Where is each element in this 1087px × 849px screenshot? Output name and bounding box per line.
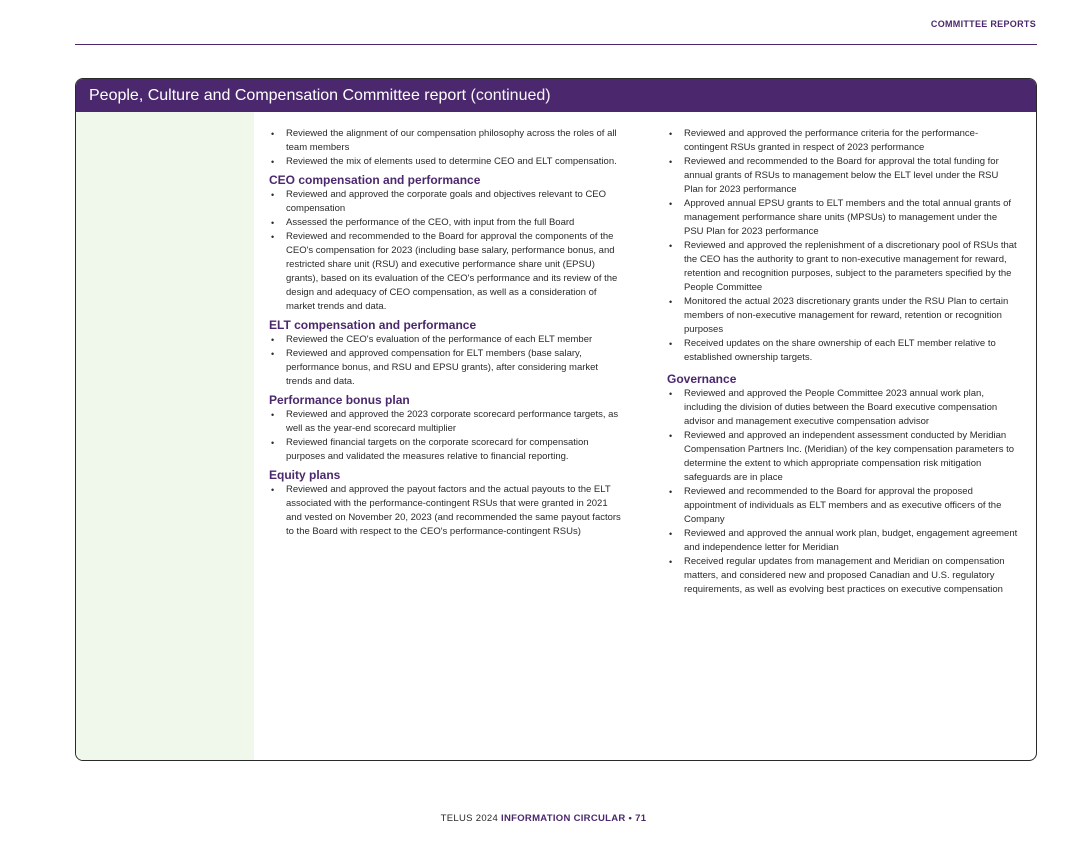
section-label: COMMITTEE REPORTS [930, 19, 1036, 29]
panel-header [76, 79, 1036, 112]
list-item: • Received updates on the share ownership of each ELT member relative to established ownership targets. [667, 337, 1018, 365]
list-item: • Received regular updates from management and Meridian on compensation matters, and considered new and proposed Canadian and U.S. regulatory requirements, as well as evolving best practices on executive compensation [667, 555, 1018, 597]
list-item: • Reviewed and approved the 2023 corporate scorecard performance targets, as well as the year-end scorecard multiplier [269, 408, 625, 436]
list-item: • Reviewed and approved the People Committee 2023 annual work plan, including the division of duties between the Board executive compensation advisor and management executive compensation advisor [667, 387, 1018, 429]
footer-separator: • [628, 813, 633, 824]
list-item: • Reviewed and approved the performance criteria for the performance-contingent RSUs granted in respect of 2023 performance [667, 127, 1018, 155]
list-item: • Reviewed and approved the corporate goals and objectives relevant to CEO compensation [269, 188, 625, 216]
list-item: • Reviewed and approved compensation for ELT members (base salary, performance bonus, and RSU and EPSU grants), after considering market trends and data. [269, 347, 625, 389]
side-strip [76, 112, 254, 760]
footer-company: TELUS 2024 [440, 813, 499, 824]
right-intro-list [667, 127, 1018, 365]
left-intro-list [269, 127, 625, 169]
top-divider [75, 44, 1037, 45]
page-number: 71 [635, 813, 647, 824]
governance-list [667, 387, 1018, 597]
ceo-list [269, 188, 625, 314]
list-item: • Reviewed and approved an independent assessment conducted by Meridian Compensation Partners Inc. (Meridian) of the key compensation parameters to determine the extent to which appropriate compensation risk mitigation safeguards are in place [667, 429, 1018, 485]
report-panel [75, 78, 1037, 761]
section-heading-equity: Equity plans [269, 468, 341, 482]
bonus-list [269, 408, 625, 464]
footer-document: INFORMATION CIRCULAR [501, 813, 626, 824]
equity-list [269, 483, 625, 539]
list-item: • Reviewed the mix of elements used to determine CEO and ELT compensation. [269, 155, 625, 169]
list-item: • Reviewed and approved the payout factors and the actual payouts to the ELT associated with the performance-contingent RSUs that were granted in 2021 and vested on November 20, 2023 (and recommended the same payout factors to the Board with respect to the CEO's performance-contingent RSUs) [269, 483, 625, 539]
list-item: • Reviewed and recommended to the Board for approval the proposed appointment of individuals as ELT members and as executive officers of the Company [667, 485, 1018, 527]
section-heading-governance: Governance [667, 372, 737, 386]
panel-title: People, Culture and Compensation Committee report [89, 87, 467, 104]
list-item: • Approved annual EPSU grants to ELT members and the total annual grants of management performance share units (MPSUs) to management under the PSU Plan for 2023 performance [667, 197, 1018, 239]
list-item: • Assessed the performance of the CEO, with input from the full Board [269, 216, 625, 230]
list-item: • Reviewed the CEO's evaluation of the performance of each ELT member [269, 333, 625, 347]
elt-list [269, 333, 625, 389]
right-column [667, 127, 1018, 597]
list-item: • Reviewed and recommended to the Board for approval the components of the CEO's compensation for 2023 (including base salary, performance bonus, and restricted share unit (RSU) and executive performance share unit (EPSU) grants), based on its evaluation of the CEO's performance and its review of the design and adequacy of CEO compensation, as well as a consideration of market trends and data. [269, 230, 625, 314]
section-heading-bonus: Performance bonus plan [269, 393, 410, 407]
list-item: • Reviewed and approved the annual work plan, budget, engagement agreement and independence letter for Meridian [667, 527, 1018, 555]
section-heading-ceo: CEO compensation and performance [269, 173, 481, 187]
list-item: • Reviewed financial targets on the corporate scorecard for compensation purposes and validated the measures relative to financial reporting. [269, 436, 625, 464]
list-item: • Reviewed and approved the replenishment of a discretionary pool of RSUs that the CEO has the authority to grant to non-executive management for reward, retention and recognition purposes, subject to the parameters specified by the People Committee [667, 239, 1018, 295]
section-heading-elt: ELT compensation and performance [269, 318, 477, 332]
list-item: • Reviewed the alignment of our compensation philosophy across the roles of all team members [269, 127, 625, 155]
list-item: • Reviewed and recommended to the Board for approval the total funding for annual grants of RSUs to management below the ELT level under the RSU Plan for 2023 performance [667, 155, 1018, 197]
list-item: • Monitored the actual 2023 discretionary grants under the RSU Plan to certain members of non-executive management for reward, retention or recognition purposes [667, 295, 1018, 337]
panel-title-suffix: (continued) [470, 87, 551, 104]
page-footer [0, 813, 1087, 824]
left-column [269, 127, 625, 539]
